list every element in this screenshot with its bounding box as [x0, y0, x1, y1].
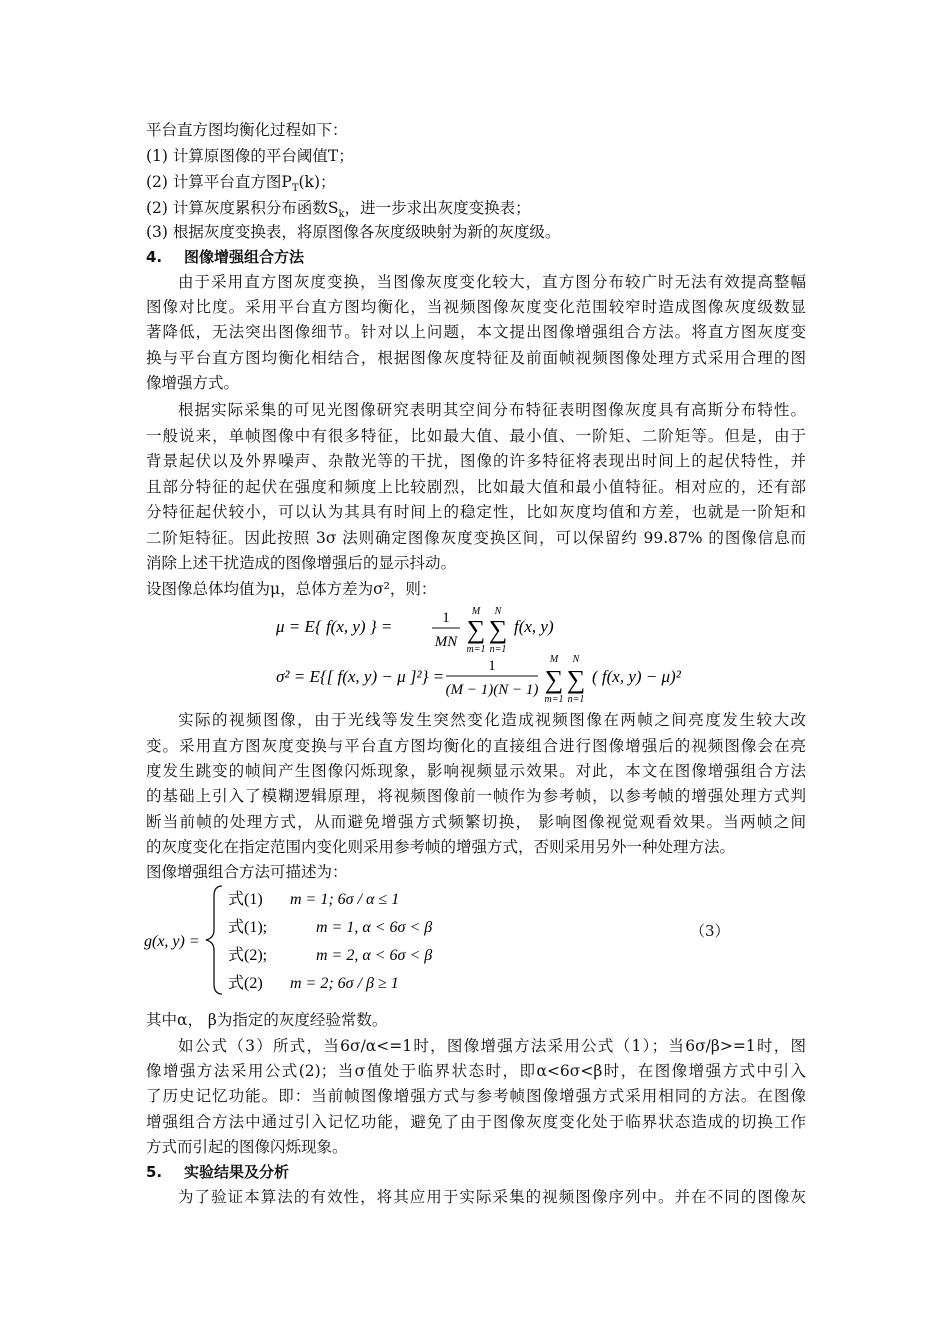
case-condition: m = 2; 6σ / β ≥ 1 [290, 975, 399, 992]
sum-bottom: n=1 [489, 644, 507, 655]
para5-line: 为了验证本算法的有效性，将其应用于实际采集的视频图像序列中。并在不同的图像灰 [178, 1188, 806, 1206]
para3-line: 实际的视频图像，由于光线等发生突然变化造成视频图像在两帧之间亮度发生较大改 [178, 711, 806, 729]
eq-mean-rhs: f(x, y) [514, 617, 554, 636]
eq-mean-lhs: μ = E{ f(x, y) } = [276, 617, 393, 636]
para2-line: 且部分特征的起伏在强度和频度上比较剧烈，比如最大值和最小值特征。相对应的，还有部 [146, 478, 806, 496]
eq-mean-frac-den: MN [434, 634, 458, 650]
para3-line: 的基础上引入了模糊逻辑原理，将视频图像前一帧作为参考帧，以参考帧的增强处理方式判 [146, 787, 806, 805]
sum-top: M [549, 654, 559, 665]
para4-line: 方式而引起的图像闪烁现象。 [146, 1138, 348, 1156]
sum-top: N [494, 606, 502, 617]
combo-intro: 图像增强组合方法可描述为： [146, 863, 348, 881]
steps-intro: 平台直方图均衡化过程如下： [146, 121, 348, 139]
step-1: (1) 计算原图像的平台阈值T； [146, 147, 354, 165]
para1-line: 著降低，无法突出图像细节。针对以上问题，本文提出图像增强组合方法。将直方图灰度变 [146, 323, 806, 341]
alpha-beta-note: 其中α， β为指定的灰度经验常数。 [146, 1011, 388, 1029]
para1-line: 换与平台直方图均衡化相结合，根据图像灰度特征及前面帧视频图像处理方式采用合理的图 [146, 349, 806, 367]
para4-line: 了历史记忆功能。即：当前帧图像增强方式与参考帧图像增强方式采用相同的方法。在图像 [146, 1087, 806, 1105]
sum-symbol: ∑ [566, 665, 586, 694]
equation-variance [270, 652, 690, 704]
equation-mean [270, 604, 570, 656]
para4-line: 增强组合方法中通过引入记忆功能，避免了由于图像灰度变化处于临界状态造成的切换工作 [146, 1113, 806, 1131]
sum-symbol: ∑ [544, 665, 564, 694]
step-3: (2) 计算灰度累积分布函数$S_k$，进一步求出灰度变换表； [146, 199, 531, 221]
case-condition: m = 1, α < 6σ < β [316, 919, 433, 936]
eq-var-rhs: ( f(x, y) − μ)² [592, 667, 681, 686]
sum-top: M [471, 606, 481, 617]
brace-icon [206, 886, 222, 994]
case-label: 式(2); [228, 947, 268, 964]
piecewise-lhs: g(x, y) = [144, 933, 200, 950]
para2-line: 二阶矩特征。因此按照 3σ 法则确定图像灰度变换区间，可以保留约 99.87% 的图像信息而 [146, 529, 806, 547]
sum-bottom: m=1 [544, 694, 564, 704]
case-label: 式(1); [228, 919, 268, 936]
sum-bottom: m=1 [466, 644, 486, 655]
para2-line: 根据实际采集的可见光图像研究表明其空间分布特征表明图像灰度具有高斯分布特性。 [178, 401, 806, 419]
para3-line: 变。采用直方图灰度变换与平台直方图均衡化的直接组合进行图像增强后的视频图像会在亮 [146, 737, 806, 755]
section-4-heading: 4. 图像增强组合方法 [146, 248, 305, 266]
para2-line: 消除上述干扰造成的图像增强后的显示抖动。 [146, 554, 457, 572]
eq-var-lhs: σ² = E{[ f(x, y) − μ ]²} = [276, 667, 445, 686]
sum-bottom: n=1 [567, 694, 585, 704]
sum-symbol: ∑ [488, 615, 508, 644]
para2-line: 分特征起伏较小，可以认为其具有时间上的稳定性，比如灰度均值和方差，也就是一阶矩和 [146, 503, 806, 521]
sum-symbol: ∑ [466, 615, 486, 644]
sum-top: N [572, 654, 580, 665]
para1-line: 图像对比度。采用平台直方图均衡化，当视频图像灰度变化范围较窄时造成图像灰度级数显 [146, 298, 806, 316]
para3-line: 度发生跳变的帧间产生图像闪烁现象，影响视频显示效果。对此，本文在图像增强组合方法 [146, 762, 806, 780]
equation-piecewise [144, 880, 464, 1000]
para2-line: 一般说来，单帧图像中有很多特征，比如最大值、最小值、一阶矩、二阶矩等。但是，由于 [146, 427, 806, 445]
eq-mean-frac-num: 1 [442, 610, 450, 626]
para4-line: 如公式（3）所式，当6σ/α<=1时，图像增强方法采用公式（1）；当6σ/β>=1时，图 [178, 1037, 806, 1055]
para3-line: 断当前帧的处理方式，从而避免增强方式频繁切换， 影响图像视觉观看效果。当两帧之间 [146, 813, 806, 831]
para1-line: 由于采用直方图灰度变换，当图像灰度变化较大，直方图分布较广时无法有效提高整幅 [178, 273, 806, 291]
case-label: 式(1) [228, 891, 263, 908]
para2-line: 背景起伏以及外界噪声、杂散光等的干扰，图像的许多特征将表现出时间上的起伏特性，并 [146, 452, 806, 470]
eq-var-frac-num: 1 [488, 658, 496, 674]
case-condition: m = 2, α < 6σ < β [316, 947, 433, 964]
case-condition: m = 1; 6σ / α ≤ 1 [290, 891, 400, 908]
para4-line: 像增强方法采用公式(2)；当σ值处于临界状态时，即α<6σ<β时，在图像增强方式中引入 [146, 1062, 806, 1080]
eq-var-frac-den: (M − 1)(N − 1) [445, 682, 539, 698]
case-label: 式(2) [228, 975, 263, 992]
section-5-heading: 5. 实验结果及分析 [146, 1163, 290, 1181]
para1-line: 像增强方式。 [146, 374, 240, 392]
equation-number: （3） [690, 922, 730, 940]
step-4: (3) 根据灰度变换表，将原图像各灰度级映射为新的灰度级。 [146, 223, 561, 241]
para3-line: 的灰度变化在指定范围内变化则采用参考帧的增强方式，否则采用另外一种处理方法。 [146, 838, 736, 856]
mean-variance-intro: 设图像总体均值为μ，总体方差为σ²，则： [146, 580, 437, 598]
step-2: (2) 计算平台直方图$P_T(k)$； [146, 173, 336, 195]
